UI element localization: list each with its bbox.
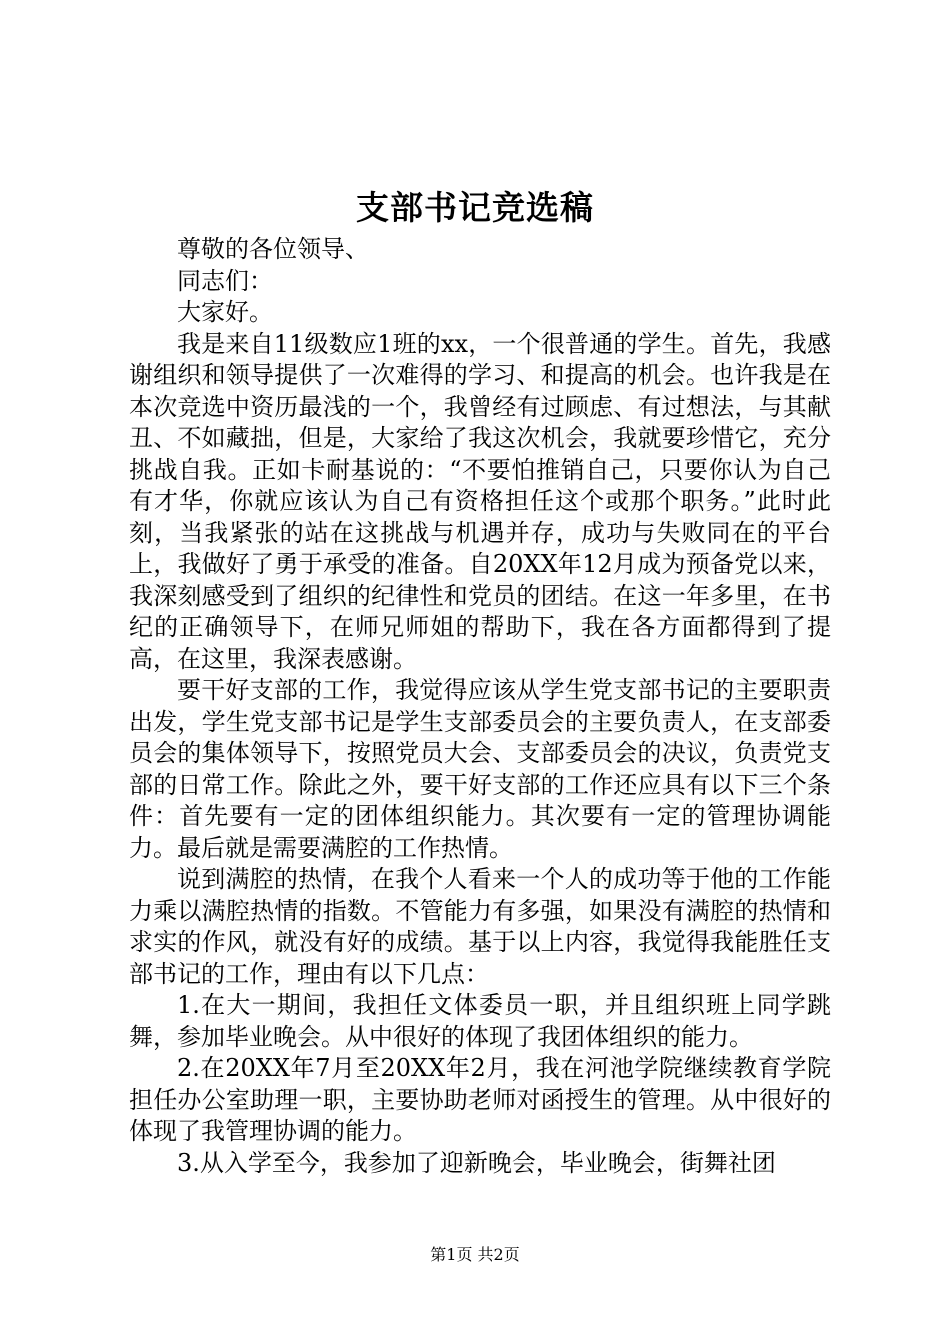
greeting-line: 大家好。 xyxy=(177,298,273,326)
list-item-2: 2.在20XX年7月至20XX年2月，我在河池学院继续教育学院担任办公室助理一职，主要协助老师对函授生的管理。从中很好的体现了我管理协调的能力。 xyxy=(129,1054,831,1145)
paragraph-duties: 要干好支部的工作，我觉得应该从学生党支部书记的主要职责出发，学生党支部书记是学生支部委员会的主要负责人，在支部委员会的集体领导下，按照党员大会、支部委员会的决议，负责党支部的日常工作。除此之外，要干好支部的工作还应具有以下三个条件：首先要有一定的团体组织能力。其次要有一定的管理协调能力。最后就是需要满腔的工作热情。 xyxy=(129,676,831,862)
list-item-3: 3.从入学至今，我参加了迎新晚会，毕业晚会，街舞社团 xyxy=(177,1148,776,1177)
list-item-1: 1.在大一期间，我担任文体委员一职，并且组织班上同学跳舞，参加毕业晚会。从中很好的体现了我团体组织的能力。 xyxy=(129,991,831,1051)
salutation-line-1: 尊敬的各位领导、 xyxy=(177,235,369,263)
document-title: 支部书记竞选稿 xyxy=(356,188,594,227)
page-footer: 第1页 共2页 xyxy=(430,1245,520,1264)
paragraph-introduction: 我是来自11级数应1班的xx，一个很普通的学生。首先，我感谢组织和领导提供了一次难得的学习、和提高的机会。也许我是在本次竞选中资历最浅的一个，我曾经有过顾虑、有过想法，与其献丑、不如藏拙，但是，大家给了我这次机会，我就要珍惜它，充分挑战自我。正如卡耐基说的：“不要怕推销自己，只要你认为自己有才华，你就应该认为自己有资格担任这个或那个职务。”此时此刻，当我紧张的站在这挑战与机遇并存，成功与失败同在的平台上，我做好了勇于承受的准备。自20XX年12月成为预备党以来，我深刻感受到了组织的纪律性和党员的团结。在这一年多里，在书纪的正确领导下，在师兄师姐的帮助下，我在各方面都得到了提高，在这里，我深表感谢。 xyxy=(129,329,831,673)
document-body xyxy=(129,234,831,1179)
paragraph-enthusiasm: 说到满腔的热情，在我个人看来一个人的成功等于他的工作能力乘以满腔热情的指数。不管能力有多强，如果没有满腔的热情和求实的作风，就没有好的成绩。基于以上内容，我觉得我能胜任支部书记的工作，理由有以下几点： xyxy=(129,865,831,988)
salutation-line-2: 同志们： xyxy=(177,266,273,295)
